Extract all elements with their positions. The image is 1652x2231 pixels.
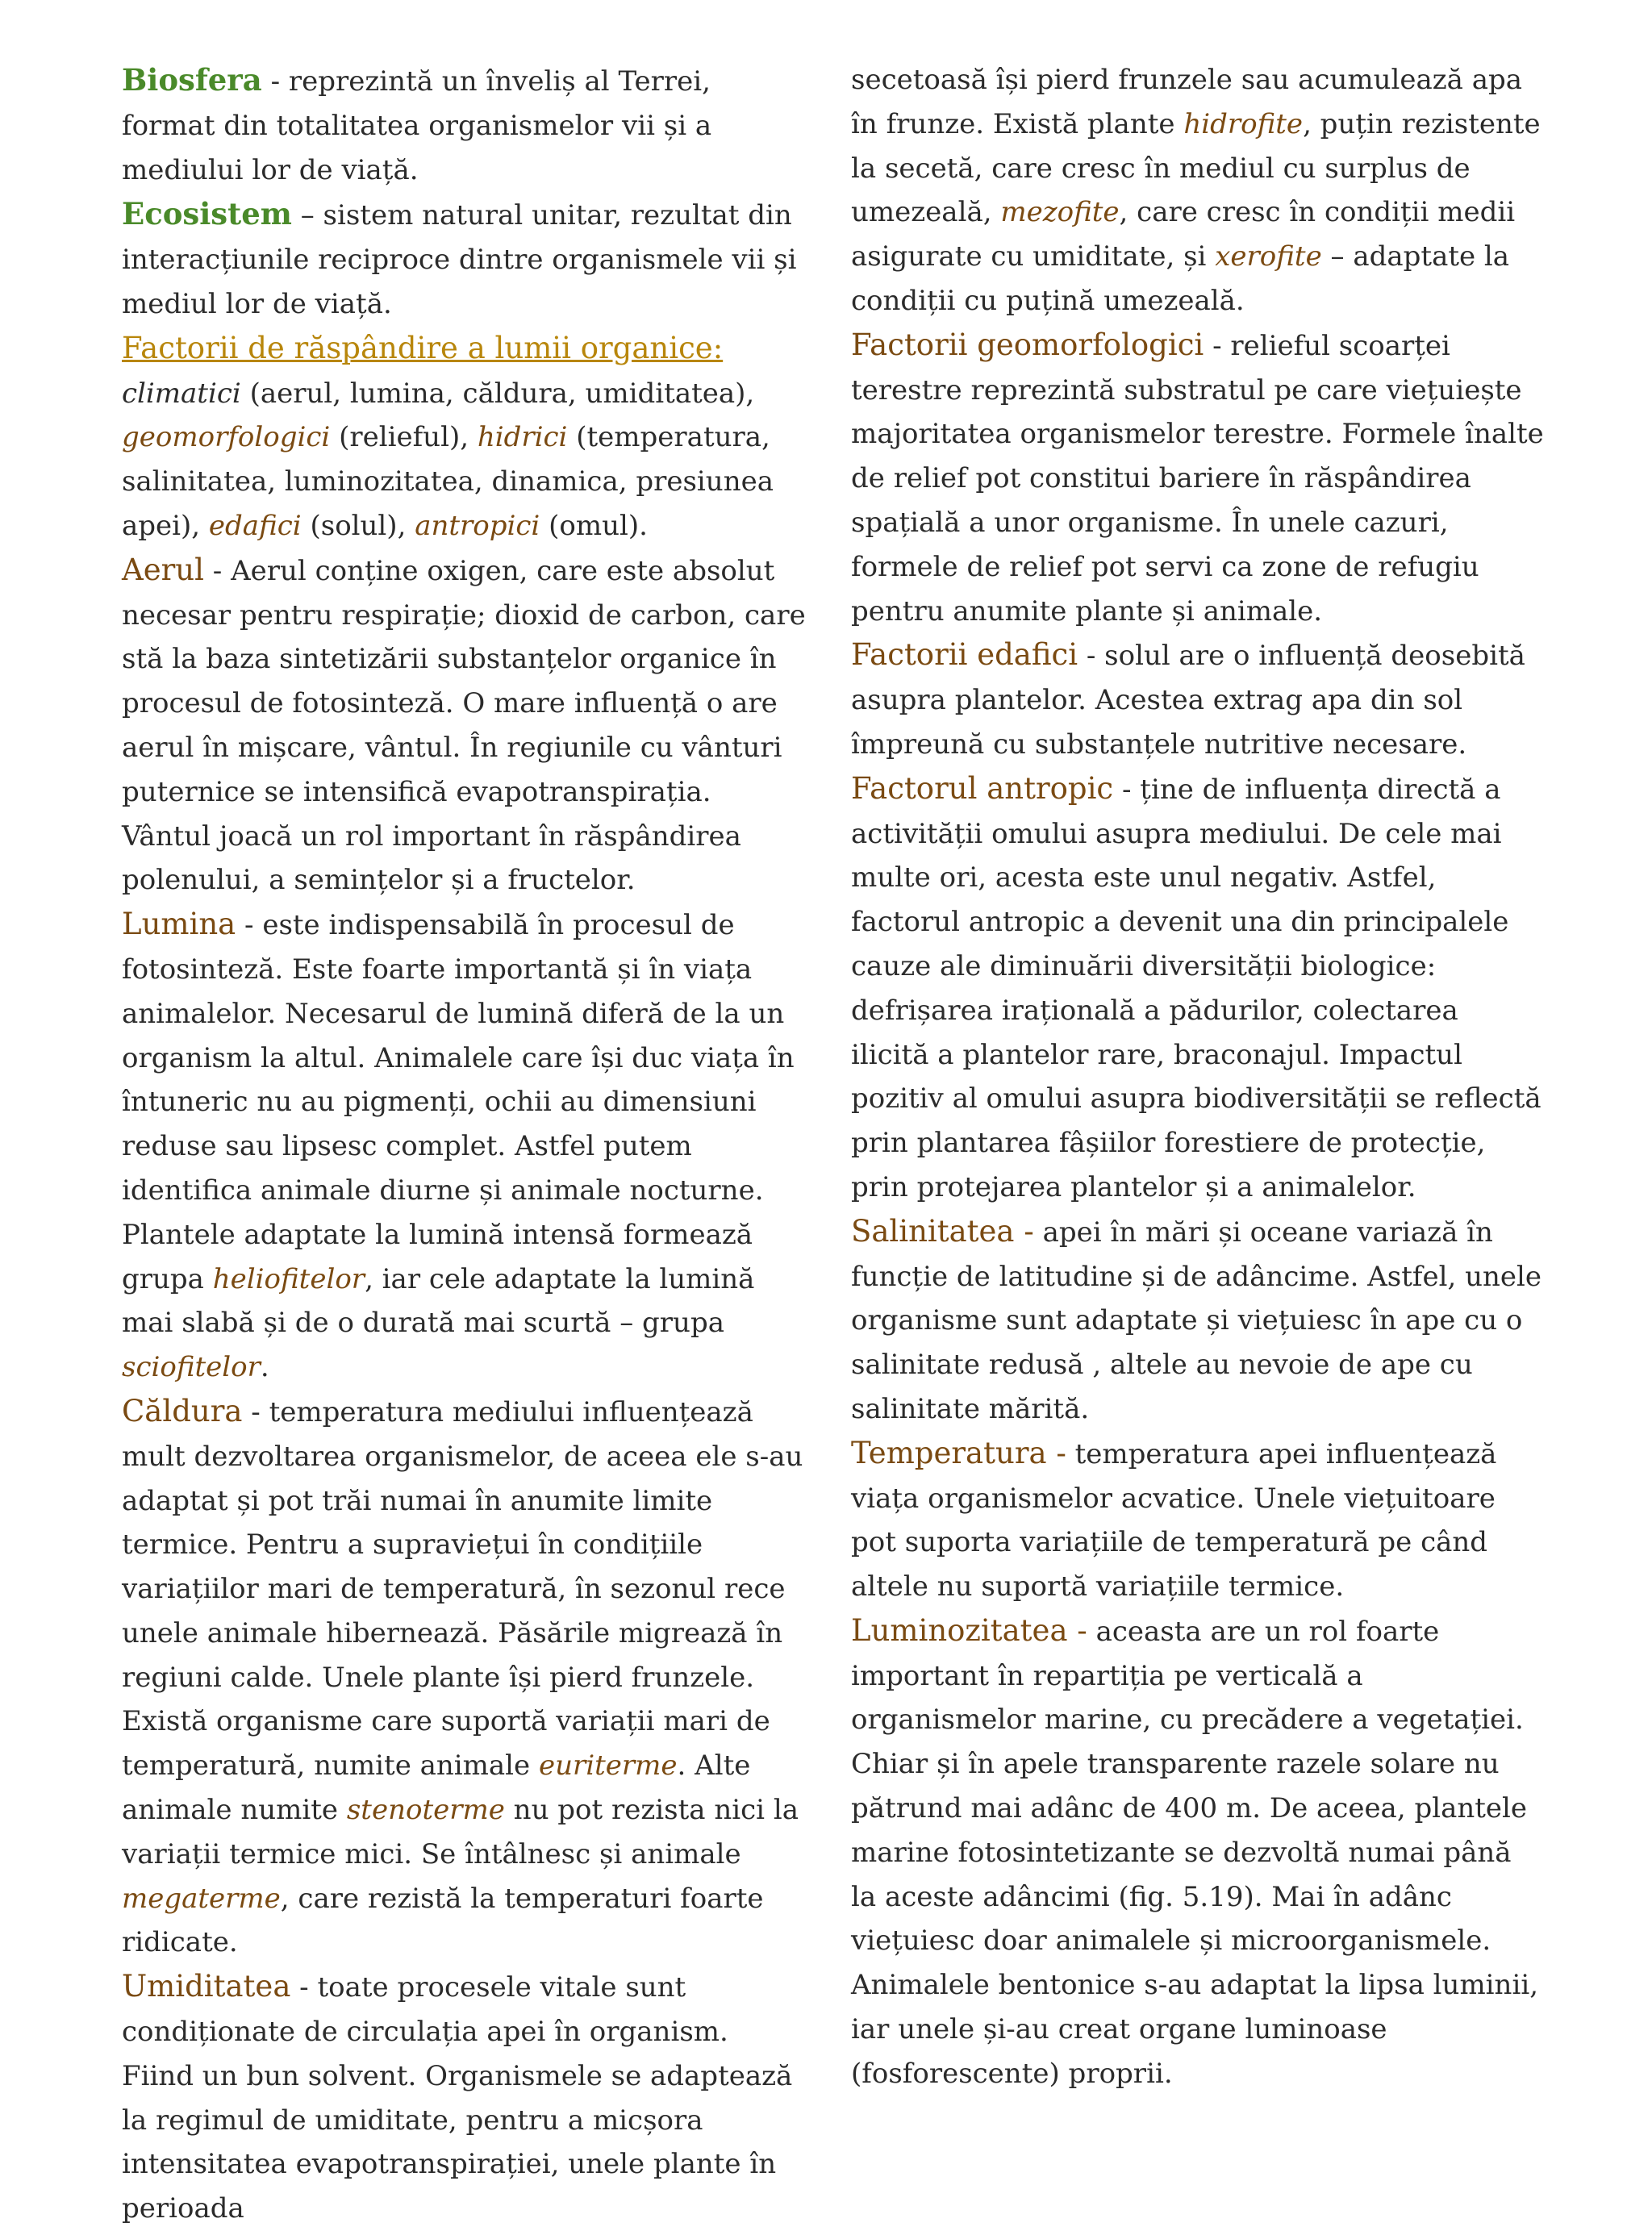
- text-factori-1: (aerul, lumina, căldura, umiditatea),: [240, 377, 755, 410]
- text-cont: secetoasă își pierd frunzele sau acumulează apa în frunze. Există plante: [851, 64, 1523, 140]
- text-caldura-3: nu pot rezista nici la variații termice mici. Se întâlnesc și animale: [122, 1794, 799, 1870]
- term-mezofite: mezofite: [1000, 196, 1120, 229]
- paragraph-lumina: [122, 903, 807, 1390]
- term-antropici: antropici: [415, 509, 540, 542]
- paragraph-biosfera: [122, 58, 807, 192]
- term-factorii-edafici: Factorii edafici: [851, 637, 1078, 673]
- text-edafici: - solul are o influență deosebită asupra plantelor. Acestea extrag apa din sol împreună cu substanțele nutritive necesare.: [851, 640, 1525, 761]
- term-factorul-antropic: Factorul antropic: [851, 770, 1114, 806]
- paragraph-caldura: [122, 1390, 807, 1965]
- term-megaterme: megaterme: [122, 1882, 281, 1915]
- paragraph-antropic: [851, 767, 1545, 1210]
- term-hidrofite: hidrofite: [1183, 107, 1304, 140]
- term-sciofitelor: sciofitelor: [122, 1351, 261, 1384]
- term-salinitatea: Salinitatea -: [851, 1213, 1034, 1249]
- text-temperatura: temperatura apei influențează viața organismelor acvatice. Unele viețuitoare pot suporta variațiile de temperatură pe când altele nu suportă variațiile termice.: [851, 1437, 1497, 1603]
- text-cont-2: , puțin rezistente la secetă, care cresc în mediul cu surplus de umezeală,: [851, 107, 1541, 229]
- paragraph-umiditatea-cont: [851, 58, 1545, 323]
- term-aerul: Aerul: [122, 552, 204, 587]
- text-cont-4: – adaptate la condiții cu puțină umezeală.: [851, 240, 1510, 317]
- term-euriterme: euriterme: [539, 1749, 678, 1783]
- text-lumina-3: .: [260, 1351, 269, 1384]
- term-climatici: climatici: [122, 377, 241, 410]
- term-factorii-geomorfologici: Factorii geomorfologici: [851, 327, 1204, 362]
- term-xerofite: xerofite: [1215, 240, 1322, 273]
- left-column: [122, 58, 807, 2231]
- text-caldura: - temperatura mediului influențează mult dezvoltarea organismelor, de aceea ele s-au adaptat și pot trăi numai în anumite limite termice. Pentru a supraviețui în condițiile variațiilor mari de temperatură, în sezonul rece unele animale hibernează. Păsările migrează în regiuni calde. Unele plante își pierd frunzele. Există organisme care suportă variații mari de temperatură, numite animale: [122, 1395, 803, 1783]
- term-stenoterme: stenoterme: [346, 1794, 505, 1827]
- text-factori-2: (relieful),: [330, 421, 478, 454]
- term-edafici: edafici: [208, 509, 302, 542]
- text-aerul: - Aerul conține oxigen, care este absolut necesar pentru respirație; dioxid de carbon, care stă la baza sintetizării substanțelor organice în procesul de fotosinteză. O mare influență o are aerul în mișcare, vântul. În regiunile cu vânturi puternice se intensifică evapotranspirația. Vântul joacă un rol important în răspândirea polenului, a semințelor și a fructelor.: [122, 554, 806, 897]
- text-biosfera: - reprezintă un înveliș al Terrei, format din totalitatea organismelor vii și a mediului lor de viață.: [122, 65, 712, 186]
- paragraph-temperatura: [851, 1432, 1545, 1609]
- paragraph-edafici: [851, 633, 1545, 766]
- text-lumina: - este indispensabilă în procesul de fotosinteză. Este foarte importantă și în viața animalelor. Necesarul de lumină diferă de la un organism la altul. Animalele care își duc viața în întuneric nu au pigmenți, ochii au dimensiuni reduse sau lipsesc complet. Astfel putem identifica animale diurne și animale nocturne. Plantele adaptate la lumină intensă formează grupa: [122, 909, 795, 1295]
- term-lumina: Lumina: [122, 907, 236, 942]
- text-umiditatea: - toate procesele vitale sunt condiționate de circulația apei în organism. Fiind un bun solvent. Organismele se adaptează la regimul de umiditate, pentru a micșora intensitatea evapotranspirației, unele plante în perioada: [122, 1971, 793, 2225]
- text-luminozitatea: aceasta are un rol foarte important în repartiția pe verticală a organismelor marine, cu precădere a vegetației. Chiar și în apele transparente razele solare nu pătrund mai adânc de 400 m. De aceea, plantele marine fotosintetizante se dezvoltă numai până la aceste adâncimi (fig. 5.19). Mai în adânc viețuiesc doar animalele și microorganismele. Animalele bentonice s-au adaptat la lipsa luminii, iar unele și-au creat organe luminoase (fosforescente) proprii.: [851, 1615, 1539, 2090]
- heading-factori: Factorii de răspândire a lumii organice:: [122, 330, 724, 365]
- paragraph-luminozitatea: [851, 1609, 1545, 2096]
- text-antropic: - ține de influența directă a activității omului asupra mediului. De cele mai multe ori, acesta este unul negativ. Astfel, factorul antropic a devenit una din principalele cauze ale diminuării diversității biologice: defrișarea irațională a pădurilor, colectarea ilicită a plantelor rare, braconajul. Impactul pozitiv al omului asupra biodiversității se reflectă prin plantarea fâșiilor forestiere de protecție, prin protejarea plantelor și a animalelor.: [851, 773, 1541, 1203]
- term-ecosistem: Ecosistem: [122, 196, 292, 232]
- text-factori-3: (temperatura, salinitatea, luminozitatea, dinamica, presiunea apei),: [122, 421, 774, 542]
- term-geomorfologici: geomorfologici: [122, 421, 331, 454]
- text-factori-4: (solul),: [301, 509, 415, 542]
- right-column: [851, 58, 1545, 2096]
- paragraph-geomorfologici: [851, 323, 1545, 634]
- text-factori-5: (omul).: [540, 509, 648, 542]
- term-caldura: Căldura: [122, 1393, 243, 1428]
- term-heliofitelor: heliofitelor: [212, 1262, 365, 1295]
- text-geomorfologici: - relieful scoarței terestre reprezintă substratul pe care viețuiește majoritatea organismelor terestre. Formele înalte de relief pot constitui bariere în răspândirea spațială a unor organisme. În unele cazuri, formele de relief pot servi ca zone de refugiu pentru anumite plante și animale.: [851, 329, 1544, 628]
- term-umiditatea: Umiditatea: [122, 1969, 291, 2004]
- term-biosfera: Biosfera: [122, 62, 262, 98]
- text-ecosistem: – sistem natural unitar, rezultat din interacțiunile reciproce dintre organismele vii și mediul lor de viață.: [122, 199, 797, 320]
- text-cont-3: , care cresc în condiții medii asigurate cu umiditate, și: [851, 196, 1516, 273]
- term-luminozitatea: Luminozitatea -: [851, 1612, 1087, 1648]
- text-caldura-2: . Alte animale numite: [122, 1749, 751, 1827]
- paragraph-factori: [122, 327, 807, 548]
- paragraph-aerul: [122, 548, 807, 903]
- term-temperatura: Temperatura -: [851, 1435, 1066, 1470]
- text-salinitatea: apei în mări și oceane variază în funcție de latitudine și de adâncime. Astfel, unele organisme sunt adaptate și viețuiesc în ape cu o salinitate redusă , altele au nevoie de ape cu salinitate mărită.: [851, 1216, 1541, 1425]
- paragraph-salinitatea: [851, 1210, 1545, 1432]
- text-lumina-2: , iar cele adaptate la lumină mai slabă și de o durată mai scurtă – grupa: [122, 1262, 755, 1340]
- term-hidrici: hidrici: [477, 421, 568, 454]
- paragraph-umiditatea: [122, 1965, 807, 2231]
- paragraph-ecosistem: [122, 192, 807, 326]
- text-caldura-4: , care rezistă la temperaturi foarte ridicate.: [122, 1882, 764, 1959]
